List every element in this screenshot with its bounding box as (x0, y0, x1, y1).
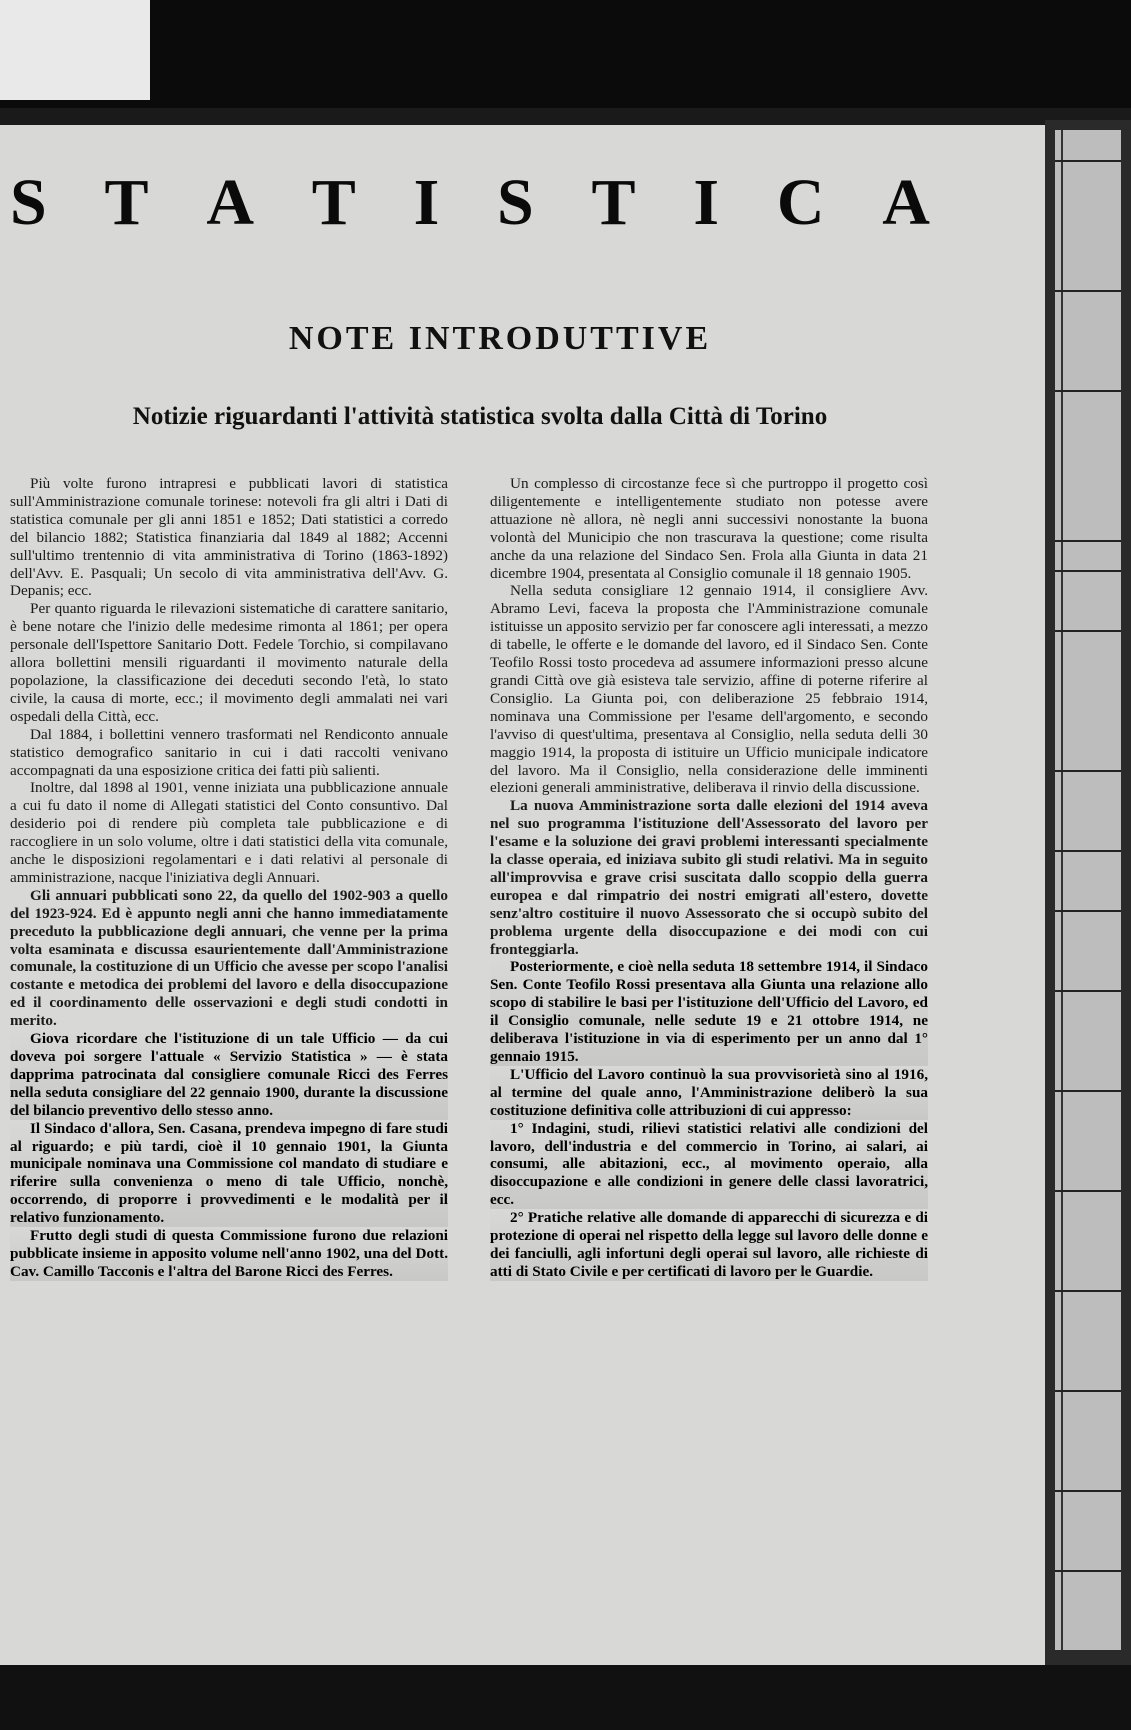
paragraph: 2° Pratiche relative alle domande di apparecchi di sicurezza e di protezione di operai nel rispetto della legge sul lavoro delle donne e dei fanciulli, agli infortuni degli operai sul lavoro, alle richieste di atti di Stato Civile e per certificati di lavoro per le Guardie. (490, 1209, 928, 1280)
paragraph: Dal 1884, i bollettini vennero trasformati nel Rendiconto annuale statistico demografico sanitario in cui i dati raccolti venivano accompagnati da una esposizione critica dei fatti più salienti. (10, 725, 448, 779)
paragraph: Per quanto riguarda le rilevazioni sistematiche di carattere sanitario, è bene notare che l'inizio delle medesime rimonta al 1861; per opera personale dell'Ispettore Sanitario Dott. Fedele Torchio, si compilavano allora bollettini mensili riguardanti il movimento naturale della popolazione, la classificazione dei deceduti secondo l'età, lo stato civile, la causa di morte, ecc.; il movimento degli ammalati nei vari ospedali della Città, ecc. (10, 600, 448, 725)
paragraph: Frutto degli studi di questa Commissione furono due relazioni pubblicate insieme in apposito volume nell'anno 1902, una del Dott. Cav. Camillo Tacconis e l'altra del Barone Ricci des Ferres. (10, 1227, 448, 1280)
paragraph: Più volte furono intrapresi e pubblicati lavori di statistica sull'Amministrazione comunale torinese: notevoli fra gli altri i Dati di statistica comunale per gli anni 1851 e 1852; Dati statistici a corredo del bilancio 1882; Statistica finanziaria dal 1849 al 1882; Accenni sull'ultimo trentennio di vita amministrativa di Torino (1863-1892) dell'Avv. E. Pasquali; Un secolo di vita amministrativa dell'Avv. G. Depanis; ecc. (10, 475, 448, 600)
title-letter: A (206, 166, 254, 239)
adjacent-page-strip (1055, 130, 1121, 1650)
page-title (10, 165, 930, 241)
scan-bottom-border (0, 1665, 1131, 1730)
text-column-right (490, 475, 928, 1635)
section-subtitle: NOTE INTRODUTTIVE (288, 320, 712, 357)
paragraph: La nuova Amministrazione sorta dalle elezioni del 1914 aveva nel suo programma l'istituzione dell'Assessorato del lavoro per l'esame e la soluzione dei gravi problemi interessanti specialmente la classe operaia, ed iniziava subito gli studi relativi. Ma in seguito all'improvvisa e grave crisi suscitata dallo scoppio della guerra europea e dal rimpatrio dei nostri emigrati all'estero, dovette senz'altro costituire il nuovo Assessorato che si occupò subito del problema urgente della disoccupazione e dei modi con cui fronteggiarla. (490, 797, 928, 958)
scan-top-corner (0, 0, 150, 100)
paragraph: 1° Indagini, studi, rilievi statistici relativi alle condizioni del lavoro, dell'industria e del commercio in Torino, ai salari, ai consumi, alle abitazioni, ecc., al movimento operaio, alla disoccupazione e alle condizioni in genere delle classi lavoratrici, ecc. (490, 1119, 928, 1209)
scan-top-border (0, 0, 1131, 108)
section-heading: Notizie riguardanti l'attività statistica svolta dalla Città di Torino (132, 403, 828, 430)
paragraph: Giova ricordare che l'istituzione di un tale Ufficio — da cui doveva poi sorgere l'attuale « Servizio Statistica » — è stata dapprima patrocinata dal consigliere comunale Ricci des Ferres nella seduta consigliare del 22 gennaio 1900, durante la discussione del bilancio preventivo dello stesso anno. (10, 1030, 448, 1119)
paragraph: Nella seduta consigliare 12 gennaio 1914, il consigliere Avv. Abramo Levi, faceva la proposta che l'Amministrazione comunale istituisse un apposito servizio per far conoscere agli interessati, a mezzo di tabelle, le offerte e le domande del lavoro, ed il Sindaco Sen. Conte Teofilo Rossi tosto procedeva ad assumere informazioni presso alcune grandi Città ove già esisteva tale servizio, affine di poterne riferire al Consiglio. La Giunta poi, con deliberazione 25 febbraio 1914, nominava una Commissione per l'esame dell'argomento, e secondo l'avviso di quest'ultima, presentava al Consiglio, nella seduta delli 30 maggio 1914, la proposta di istituire un Ufficio municipale indicatore del lavoro. Ma il Consiglio, nella considerazione delle imminenti elezioni generali amministrative, deliberava il rinvio della discussione. (490, 582, 928, 797)
paragraph: Gli annuari pubblicati sono 22, da quello del 1902-903 a quello del 1923-924. Ed è appunto negli anni che hanno immediatamente preceduto la pubblicazione degli annuari, che venne per la prima volta esaminata e discussa esaurientemente dall'Amministrazione comunale, la costituzione di un Ufficio che avesse per scopo l'analisi costante e metodica dei problemi del lavoro e della disoccupazione ed il coordinamento delle osservazioni e degli studi condotti in merito. (10, 886, 448, 1030)
title-letter: T (104, 166, 149, 239)
paragraph: Il Sindaco d'allora, Sen. Casana, prendeva impegno di fare studi al riguardo; e più tardi, cioè il 10 gennaio 1901, la Giunta municipale nominava una Commissione col mandato di studiare e riferire sulla convenienza o meno di tale Ufficio, nonchè, occorrendo, di proporre i provvedimenti e le modalità per il relativo funzionamento. (10, 1119, 448, 1227)
paragraph: L'Ufficio del Lavoro continuò la sua provvisorietà sino al 1916, al termine del quale anno, l'Amministrazione deliberò la sua costituzione definitiva colle attribuzioni di cui appresso: (490, 1065, 928, 1119)
paragraph: Un complesso di circostanze fece sì che purtroppo il progetto così diligentemente e intelligentemente studiato non potesse avere attuazione nè allora, nè negli anni successivi nonostante la buona volontà del Municipio che non trascurava la questione; come risulta anche da una relazione del Sindaco Sen. Frola alla Giunta in data 21 dicembre 1904, presentata al Consiglio comunale il 18 gennaio 1905. (490, 475, 928, 582)
title-letter: T (591, 166, 636, 239)
document-page (0, 125, 1045, 1665)
title-letter: A (882, 166, 930, 239)
title-letter: S (497, 166, 534, 239)
title-letter: I (693, 166, 720, 239)
paragraph: Inoltre, dal 1898 al 1901, venne iniziata una pubblicazione annuale a cui fu dato il nome di Allegati statistici del Conto consuntivo. Dal desiderio poi di rendere più completa tale pubblicazione e di raccogliere in un solo volume, oltre i dati statistici della vita comunale, anche le disposizioni regolamentari e i dati relativi al personale di amministrazione, nacque l'iniziativa degli Annuari. (10, 779, 448, 886)
title-letter: C (776, 166, 825, 239)
title-letter: I (413, 166, 440, 239)
title-letter: T (311, 166, 356, 239)
text-column-left (10, 475, 448, 1635)
paragraph: Posteriormente, e cioè nella seduta 18 settembre 1914, il Sindaco Sen. Conte Teofilo Rossi presentava alla Giunta una relazione allo scopo di stabilire le basi per l'istituzione dell'Ufficio del Lavoro, ed il Consiglio comunale, nelle sedute 19 e 21 ottobre 1914, ne deliberava l'istituzione in via di esperimento per un anno dal 1° gennaio 1915. (490, 958, 928, 1065)
title-letter: S (10, 166, 47, 239)
